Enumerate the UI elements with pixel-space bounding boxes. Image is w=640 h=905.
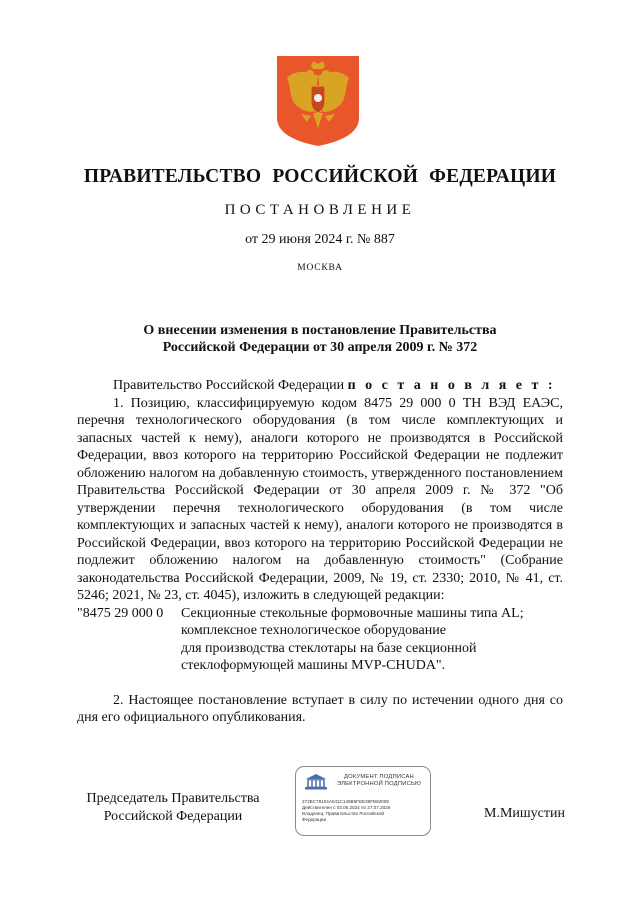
document-city: МОСКВА [297,263,343,273]
new-item-code: "8475 29 000 0 [77,605,164,621]
new-item-line: для производства стеклотары на базе секционной [181,640,477,656]
heading-line-2: Российской Федерации от 30 апреля 2009 г. № 372 [162,340,478,355]
signatory-position-line-2: Российской Федерации [103,809,243,824]
stamp-owner-line-1: Владелец: Правительство Российской [302,811,384,816]
signatory-name: М.Мишустин [484,806,565,821]
item-2-paragraph: 2. Настоящее постановление вступает в силу по истечении одного дня со дня его официального опубликования. [77,692,563,725]
preamble-text: Правительство Российской Федерации [113,378,345,393]
new-item-line: стеклоформующей машины MVP-CHUDA". [181,658,446,673]
government-title: ПРАВИТЕЛЬСТВО РОССИЙСКОЙ ФЕДЕРАЦИИ [83,166,557,187]
document-date-number: от 29 июня 2024 г. № 887 [245,232,395,247]
stamp-title-line-1: ДОКУМЕНТ ПОДПИСАН [344,774,414,780]
preamble [77,377,563,395]
stamp-owner-line-2: Федерации [302,817,327,822]
stamp-details [302,799,428,823]
e-signature-stamp [295,766,431,836]
preamble-keyword: п о с т а н о в л я е т : [347,378,556,393]
new-item-description [181,605,563,675]
document-body [77,377,563,727]
new-item-line: комплексное технологическое оборудование [181,623,446,638]
coat-of-arms-icon [277,56,359,146]
signatory-position-line-1: Председатель Правительства [86,791,260,806]
new-item-line: Секционные стекольные формовочные машины типа AL; [181,605,524,621]
document-type: ПОСТАНОВЛЕНИЕ [224,202,416,218]
signatory-position [78,790,268,826]
government-building-icon [304,773,328,790]
stamp-title [331,774,427,788]
document-heading [60,322,580,356]
stamp-validity: Действителен с 03.05.2024 по 27.07.2025 [302,805,391,810]
stamp-certificate: 272BC79104A041C145B6FEE38FB82009 [302,799,389,804]
item-1-paragraph: 1. Позицию, классифицируемую кодом 8475 29 000 0 ТН ВЭД ЕАЭС, перечня технологического оборудования (в том числе комплектующих и запасных частей к нему), аналоги которого не производятся в Российской Федерации, ввоз которого на территорию Российской Федерации не подлежит обложению налогом на добавленную стоимость, утвержденного постановлением Правительства Российской Федерации от 30 апреля 2009 г. № 372 "Об утверждении перечня технологического оборудования (в том числе комплектующих и запасных частей к нему), аналоги которого не производятся в Российской Федерации, ввоз которого на территорию Российской Федерации не подлежит обложению налогом на добавленную стоимость" (Собрание законодательства Российской Федерации, 2009, № 19, ст. 2330; 2010, № 41, ст. 5246; 2021, № 23, ст. 4045), изложить в следующей редакции: [77,395,563,603]
heading-line-1: О внесении изменения в постановление Правительства [143,323,497,338]
stamp-title-line-2: ЭЛЕКТРОННОЙ ПОДПИСЬЮ [336,781,422,787]
new-item-entry [77,605,563,675]
